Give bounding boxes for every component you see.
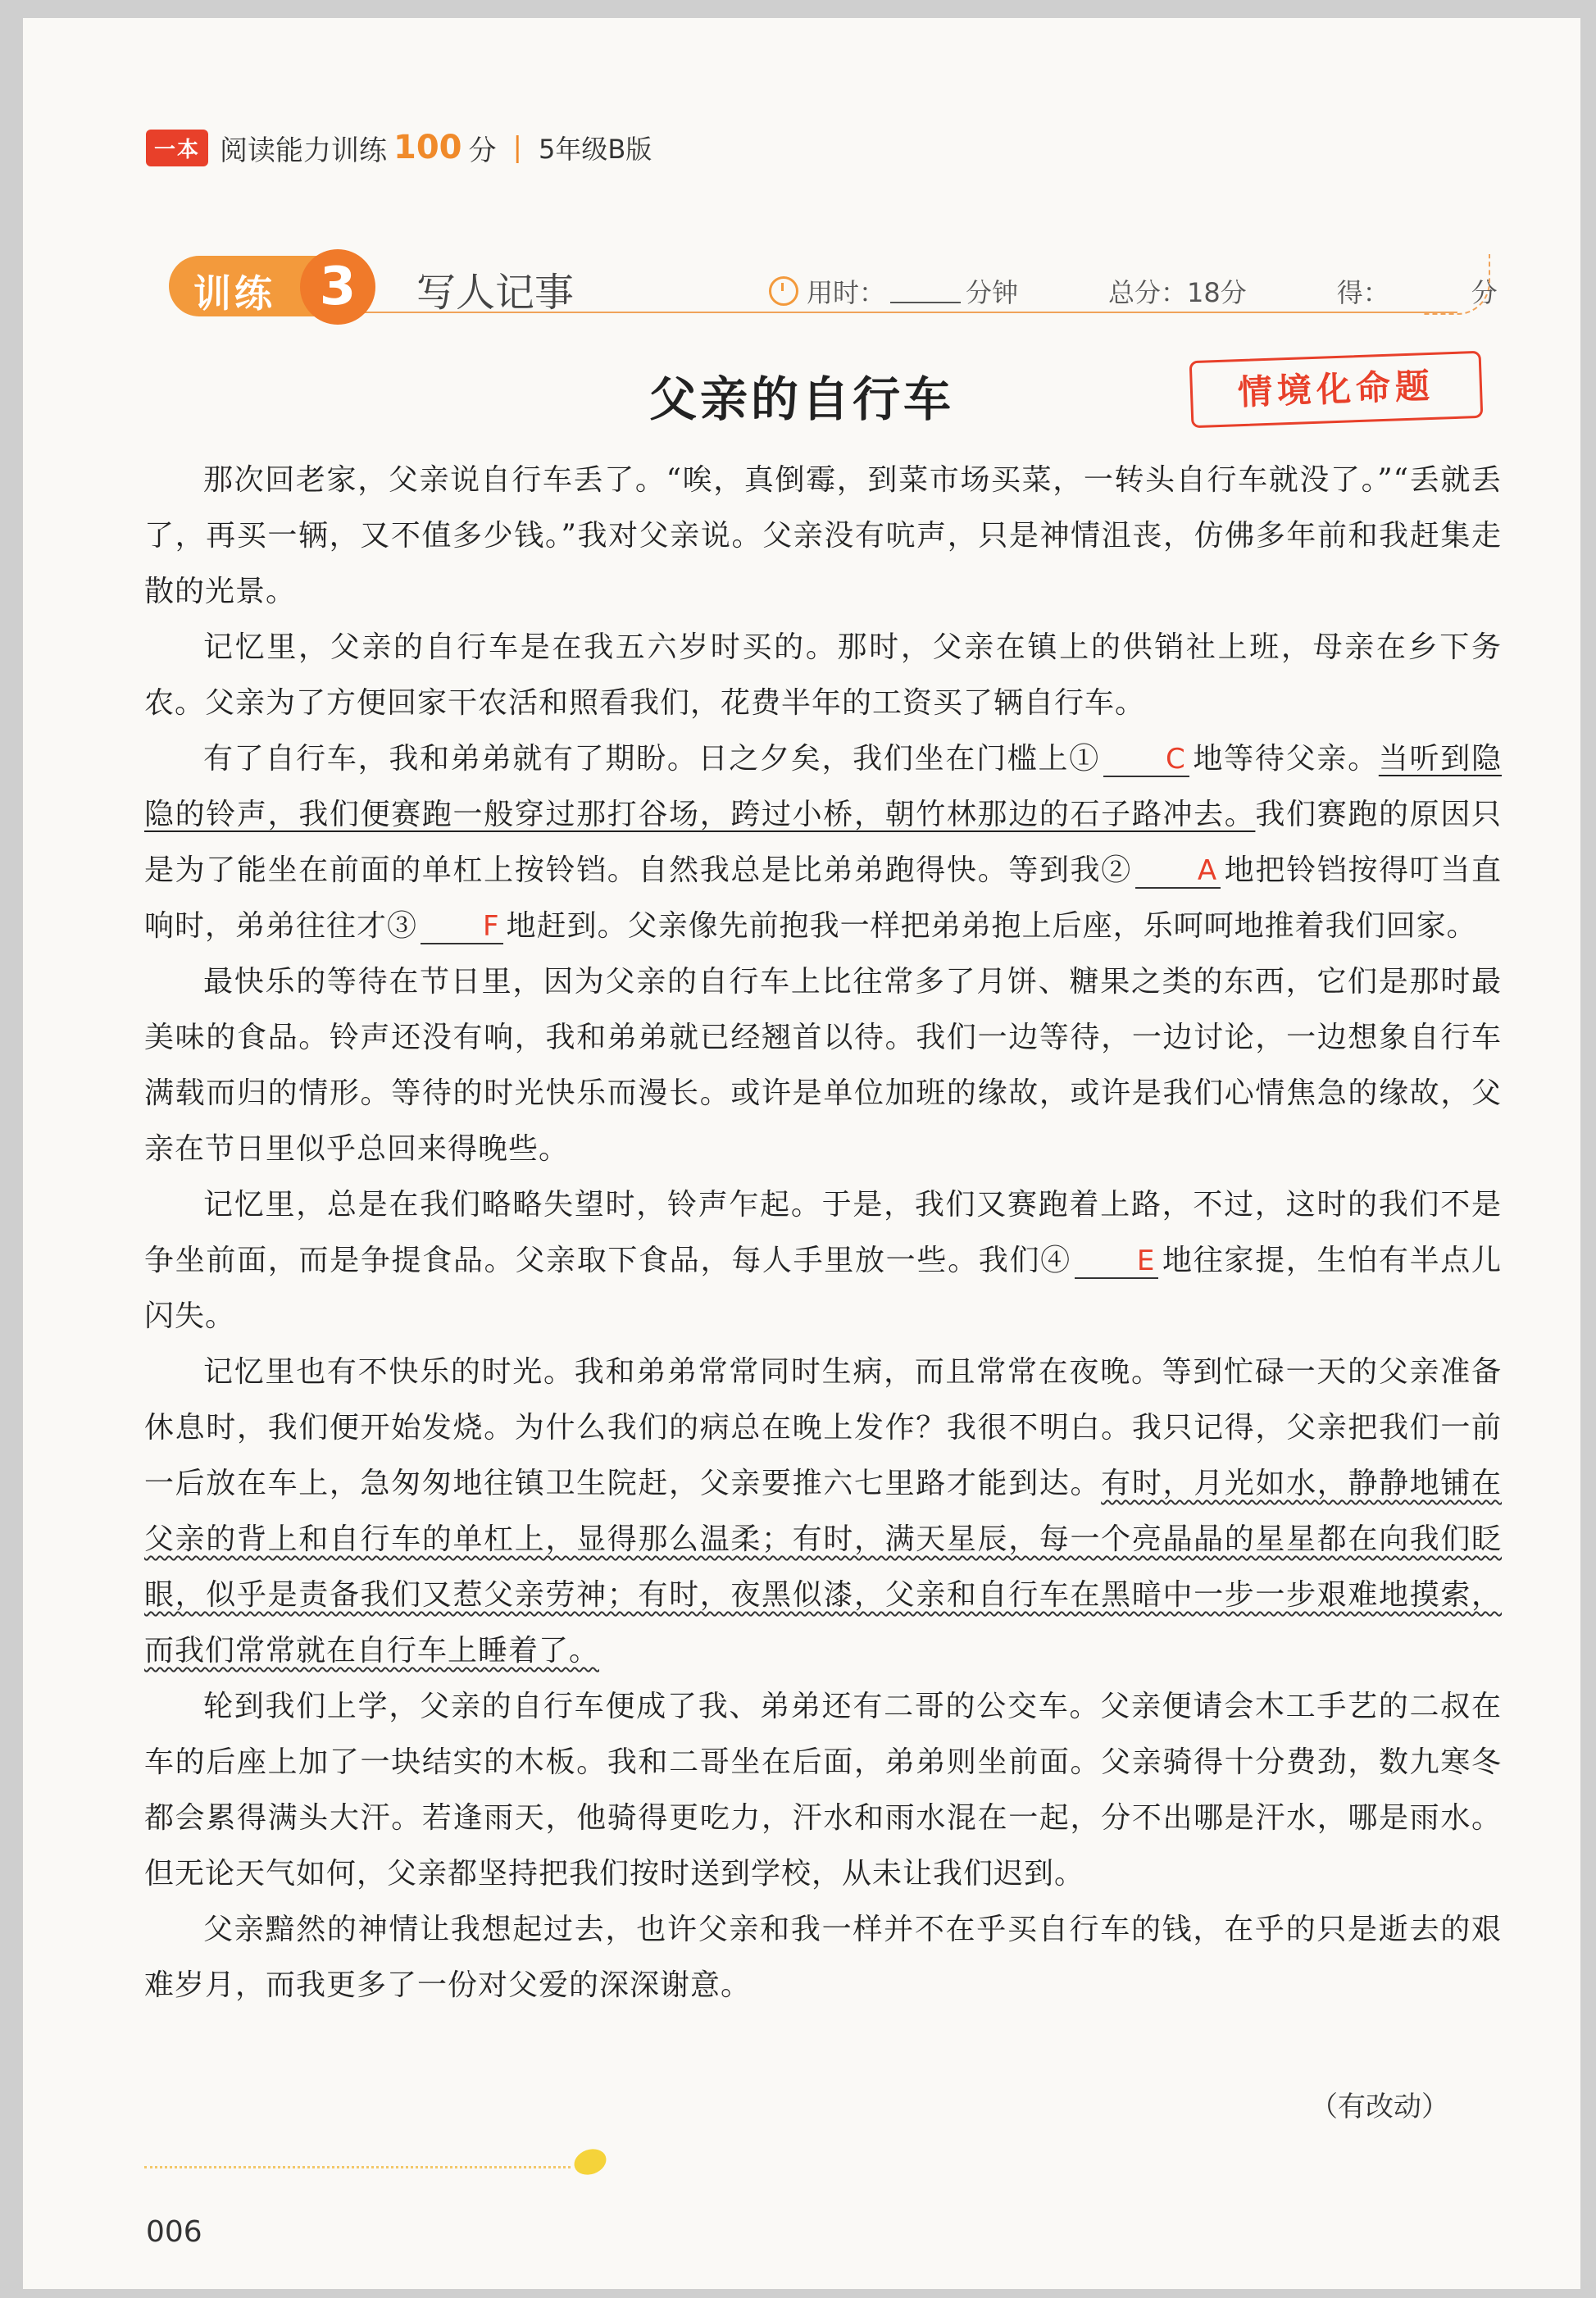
header-separator: |: [512, 131, 522, 164]
answer-blank-4[interactable]: E: [1075, 1245, 1158, 1279]
page-number: 006: [146, 2215, 202, 2249]
series-title: 阅读能力训练: [220, 134, 388, 167]
lesson-title: 写人记事: [416, 270, 575, 316]
lemon-icon: [571, 2145, 610, 2179]
wavy-underlined-passage: 有时，月光如水，静静地铺在父亲的背上和自行车的单杠上，显得那么温柔；有时，满天星辰，每一个亮晶晶的星星都在向我们眨眼，似乎是责备我们又惹父亲劳神；有时，夜黑似漆，父亲和自行车在黑暗中一步一步艰难地摸索，而我们常常就在自行车上睡着了。: [144, 1467, 1502, 1668]
paragraph-1: 那次回老家，父亲说自行车丢了。“唉，真倒霉，到菜市场买菜，一转头自行车就没了。”“丢就丢了，再买一辆，又不值多少钱。”我对父亲说。父亲没有吭声，只是神情沮丧，仿佛多年前和我赶集走散的光景。: [144, 463, 1502, 608]
situational-tag: 情境化命题: [1189, 351, 1484, 428]
paragraph-7: 轮到我们上学，父亲的自行车便成了我、弟弟还有二哥的公交车。父亲便请会木工手艺的二叔在车的后座上加了一块结实的木板。我和二哥坐在后面，弟弟则坐前面。父亲骑得十分费劲，数九寒冬都会累得满头大汗。若逢雨天，他骑得更吃力，汗水和雨水混在一起，分不出哪是汗水，哪是雨水。但无论天气如何，父亲都坚持把我们按时送到学校，从未让我们迟到。: [144, 1690, 1502, 1891]
p3-text-c: 我们赛跑的原因只是为了能坐在前面的单杠上按铃铛。自然我总是比弟弟跑得快。等到我②: [144, 798, 1502, 887]
paragraph-5: [144, 1177, 1502, 1345]
underlined-sentence: 当听到隐隐的铃声，我们便赛跑一般穿过那打谷场，跨过小桥，朝竹林那边的石子路冲去。: [144, 742, 1502, 831]
answer-blank-1[interactable]: C: [1103, 743, 1189, 777]
source-note: （有改动）: [1310, 2091, 1449, 2123]
time-label: 用时：: [807, 277, 886, 308]
article-title: 父亲的自行车: [648, 371, 954, 427]
p5-text-b: 地往家提，生怕有半点儿闪失。: [144, 1244, 1502, 1333]
page-header: [146, 123, 652, 172]
clock-icon: [769, 276, 798, 306]
footer-divider: [144, 2166, 571, 2168]
answer-blank-3[interactable]: F: [421, 910, 503, 944]
score-label: 得：: [1336, 277, 1389, 308]
series-score-unit: 分: [468, 134, 497, 167]
p3-text-e: 地赶到。父亲像先前抱我一样把弟弟抱上后座，乐呵呵地推着我们回家。: [506, 909, 1477, 943]
score-unit: 分: [1471, 277, 1498, 308]
paragraph-8: 父亲黯然的神情让我想起过去，也许父亲和我一样并不在乎买自行车的钱，在乎的只是逝去的艰难岁月，而我更多了一份对父爱的深深谢意。: [144, 1913, 1502, 2002]
article-body: [144, 453, 1502, 2014]
p3-text-b: 地等待父亲。: [1192, 742, 1379, 776]
paragraph-2: 记忆里，父亲的自行车是在我五六岁时买的。那时，父亲在镇上的供销社上班，母亲在乡下务农。父亲为了方便回家干农活和照看我们，花费半年的工资买了辆自行车。: [144, 630, 1502, 720]
time-blank[interactable]: [890, 279, 961, 303]
workbook-page: [23, 18, 1580, 2289]
series-score: 100: [393, 129, 462, 166]
lesson-label: 训练: [193, 271, 275, 316]
lesson-banner: [146, 238, 1498, 328]
lesson-meta: [769, 272, 1498, 310]
p6-text-a: 记忆里也有不快乐的时光。我和弟弟常常同时生病，而且常常在夜晚。等到忙碌一天的父亲准备休息时，我们便开始发烧。为什么我们的病总在晚上发作？我很不明白。我只记得，父亲把我们一前一后放在车上，急匆匆地往镇卫生院赶，父亲要推六七里路才能到达。: [144, 1355, 1502, 1500]
p3-text-d: 地把铃铛按得叮当直响时，弟弟往往才③: [144, 853, 1502, 943]
p5-text-a: 记忆里，总是在我们略略失望时，铃声乍起。于是，我们又赛跑着上路，不过，这时的我们不是争坐前面，而是争提食品。父亲取下食品，每人手里放一些。我们④: [144, 1188, 1502, 1277]
brand-logo: 一本: [146, 130, 208, 166]
paragraph-6: [144, 1345, 1502, 1679]
paragraph-3: [144, 731, 1502, 954]
paragraph-4: 最快乐的等待在节日里，因为父亲的自行车上比往常多了月饼、糖果之类的东西，它们是那时最美味的食品。铃声还没有响，我和弟弟就已经翘首以待。我们一边等待，一边讨论，一边想象自行车满载而归的情形。等待的时光快乐而漫长。或许是单位加班的缘故，或许是我们心情焦急的缘故，父亲在节日里似乎总回来得晚些。: [144, 965, 1502, 1166]
p3-text-a: 有了自行车，我和弟弟就有了期盼。日之夕矣，我们坐在门槛上①: [203, 742, 1100, 776]
total-score: 总分：18分: [1108, 277, 1247, 308]
edition-label: 5年级B版: [538, 134, 652, 165]
time-unit: 分钟: [966, 277, 1019, 308]
lesson-badge: [169, 256, 374, 316]
lesson-number: 3: [300, 249, 375, 325]
answer-blank-2[interactable]: A: [1135, 854, 1221, 889]
